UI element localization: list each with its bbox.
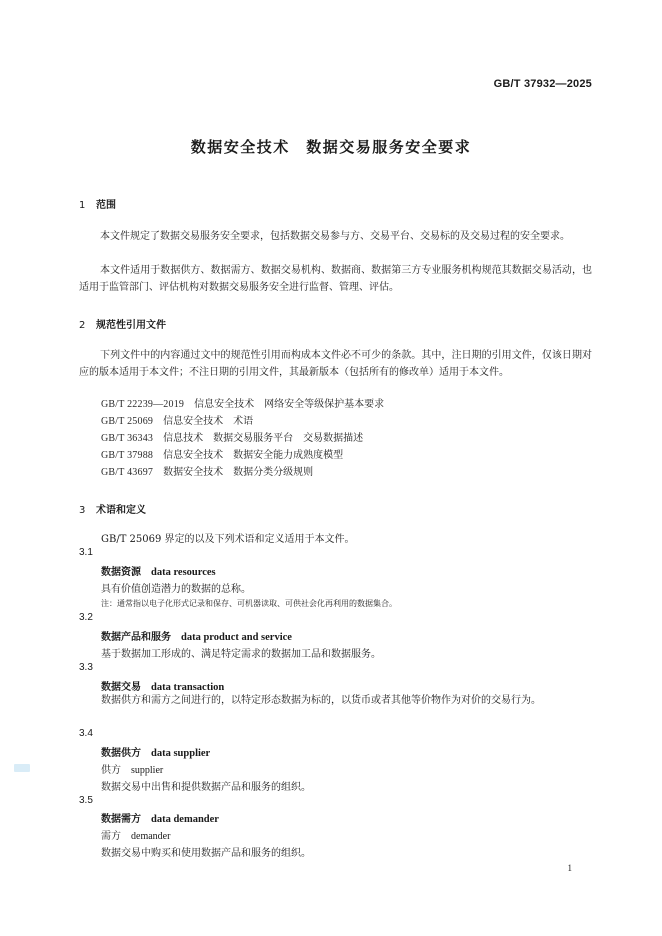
term-number: 3.5 [79, 795, 93, 806]
term-definition: 数据交易中出售和提供数据产品和服务的组织。 [101, 782, 311, 793]
section-title: 规范性引用文件 [96, 320, 166, 331]
section-title: 术语和定义 [96, 505, 146, 516]
term-heading: 数据需方 data demander [101, 814, 219, 825]
term-definition: 数据供方和需方之间进行的，以特定形态数据为标的，以货币或者其他等价物作为对价的交易行为。 [101, 695, 541, 706]
section-number: 3 [79, 505, 86, 516]
term-definition: 具有价值创造潜力的数据的总称。 [101, 584, 251, 595]
section-number: 1 [79, 200, 86, 211]
section-heading-scope [79, 196, 116, 211]
term-heading: 数据产品和服务 data product and service [101, 632, 292, 643]
standard-number: GB/T 37932—2025 [493, 78, 592, 90]
term-alternative: 供方 supplier [101, 765, 164, 776]
margin-watermark-mark [14, 764, 30, 772]
term-number: 3.2 [79, 612, 93, 623]
term-definition: 数据交易中购买和使用数据产品和服务的组织。 [101, 848, 311, 859]
term-number: 3.1 [79, 547, 93, 558]
term-heading: 数据供方 data supplier [101, 748, 211, 759]
section-title: 范围 [96, 200, 116, 211]
document-title: 数据安全技术 数据交易服务安全要求 [190, 138, 472, 156]
term-note: 注：通常指以电子化形式记录和保存、可机器读取、可供社会化再利用的数据集合。 [101, 599, 397, 608]
reference-item: GB/T 43697 数据安全技术 数据分类分级规则 [101, 467, 314, 478]
term-heading: 数据交易 data transaction [101, 682, 225, 693]
section-number: 2 [79, 320, 86, 331]
term-definition: 基于数据加工形成的、满足特定需求的数据加工品和数据服务。 [101, 649, 381, 660]
term-number: 3.3 [79, 662, 93, 673]
terms-intro: GB/T 25069 界定的以及下列术语和定义适用于本文件。 [101, 534, 355, 545]
term-number: 3.4 [79, 728, 93, 739]
reference-item: GB/T 22239—2019 信息安全技术 网络安全等级保护基本要求 [101, 399, 385, 410]
term-heading: 数据资源 data resources [101, 567, 216, 578]
reference-item: GB/T 37988 信息安全技术 数据安全能力成熟度模型 [101, 450, 344, 461]
term-alternative: 需方 demander [101, 831, 171, 842]
reference-item: GB/T 25069 信息安全技术 术语 [101, 416, 254, 427]
normative-intro: 下列文件中的内容通过文中的规范性引用而构成本文件必不可少的条款。其中，注日期的引用文件，仅该日期对应的版本适用于本文件；不注日期的引用文件，其最新版本（包括所有的修改单）适用于本文件。 [79, 350, 592, 378]
scope-paragraph-1: 本文件规定了数据交易服务安全要求，包括数据交易参与方、交易平台、交易标的及交易过程的安全要求。 [100, 231, 570, 242]
page-number: 1 [567, 863, 572, 873]
reference-item: GB/T 36343 信息技术 数据交易服务平台 交易数据描述 [101, 433, 364, 444]
scope-paragraph-2: 本文件适用于数据供方、数据需方、数据交易机构、数据商、数据第三方专业服务机构规范其数据交易活动，也适用于监管部门、评估机构对数据交易服务安全进行监督、管理、评估。 [79, 265, 592, 293]
section-heading-terms [79, 501, 146, 516]
section-heading-normative-references [79, 316, 166, 331]
